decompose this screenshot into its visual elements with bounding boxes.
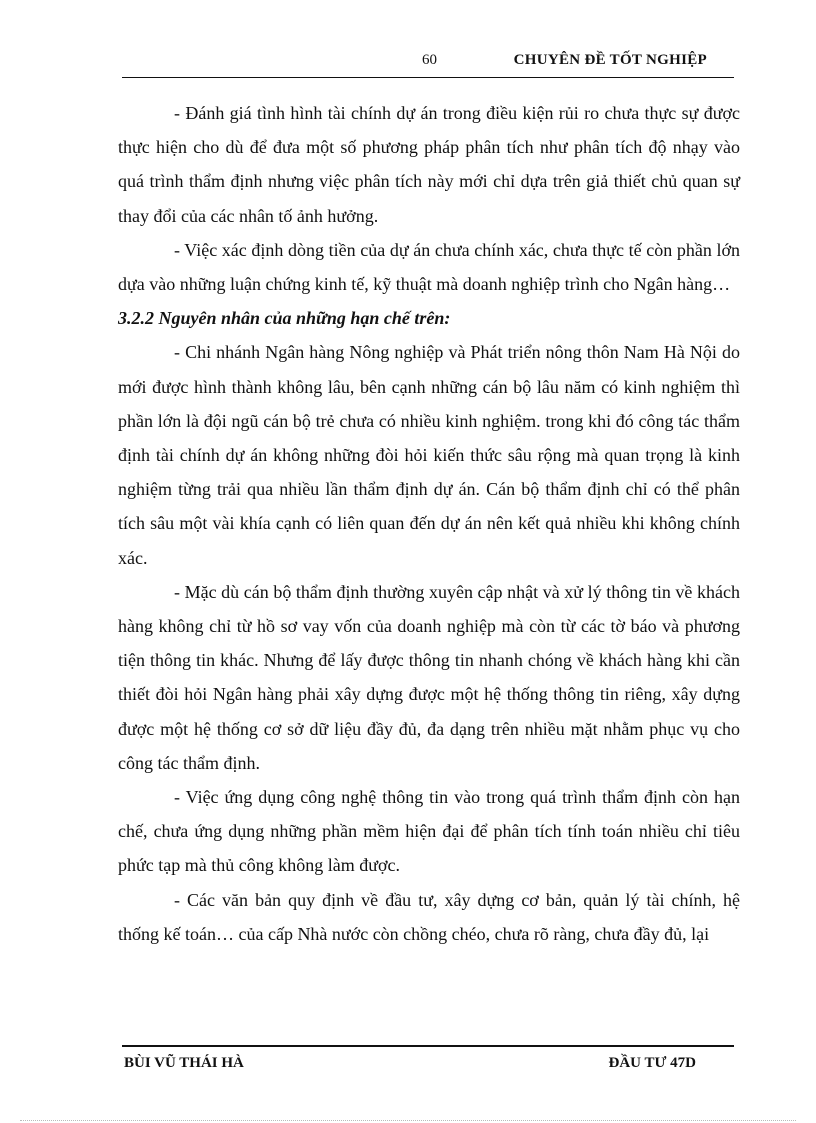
paragraph-regulations: - Các văn bản quy định về đầu tư, xây dựng cơ bản, quản lý tài chính, hệ thống kế toán… của cấp Nhà nước còn chồng chéo, chưa rõ ràng, chưa đầy đủ, lại: [118, 889, 740, 944]
page-number: 60: [422, 52, 437, 68]
page-header: [122, 50, 734, 76]
footer-author: BÙI VŨ THÁI HÀ: [124, 1055, 244, 1071]
page-body: [118, 96, 740, 951]
footer-divider: [122, 1045, 734, 1047]
paragraph-information-system: - Mặc dù cán bộ thẩm định thường xuyên cập nhật và xử lý thông tin về khách hàng không chỉ từ hồ sơ vay vốn của doanh nghiệp mà còn từ các tờ báo và phương tiện thông tin khác. Nhưng để lấy được thông tin nhanh chóng về khách hàng khi cần thiết đòi hỏi Ngân hàng phải xây dựng được một hệ thống thông tin riêng, xây dựng được một hệ thống cơ sở dữ liệu đầy đủ, đa dạng trên nhiều mặt nhằm phục vụ cho công tác thẩm định.: [118, 581, 740, 773]
paragraph-risk-assessment: - Đánh giá tình hình tài chính dự án trong điều kiện rủi ro chưa thực sự được thực hiện cho dù để đưa một số phương pháp phân tích như phân tích độ nhạy vào quá trình thẩm định nhưng việc phân tích này mới chỉ dựa trên giả thiết chủ quan sự thay đổi của các nhân tố ảnh hưởng.: [118, 103, 740, 226]
page-bottom-border: [20, 1120, 796, 1121]
paragraph-cash-flow: - Việc xác định dòng tiền của dự án chưa chính xác, chưa thực tế còn phần lớn dựa vào những luận chứng kinh tế, kỹ thuật mà doanh nghiệp trình cho Ngân hàng…: [118, 239, 740, 295]
footer-class: ĐẦU TƯ 47D: [608, 1055, 696, 1071]
paragraph-it-application: - Việc ứng dụng công nghệ thông tin vào trong quá trình thẩm định còn hạn chế, chưa ứng dụng những phần mềm hiện đại để phân tích tính toán nhiều chỉ tiêu phức tạp mà thủ công không làm được.: [118, 787, 740, 876]
section-heading: 3.2.2 Nguyên nhân của những hạn chế trên:: [118, 308, 451, 329]
paragraph-staff-experience: - Chi nhánh Ngân hàng Nông nghiệp và Phát triển nông thôn Nam Hà Nội do mới được hình thành không lâu, bên cạnh những cán bộ lâu năm có kinh nghiệm thì phần lớn là đội ngũ cán bộ trẻ chưa có nhiều kinh nghiệm. trong khi đó công tác thẩm định tài chính dự án không những đòi hỏi kiến thức sâu rộng mà quan trọng là kinh nghiệm từng trải qua nhiều lần thẩm định dự án. Cán bộ thẩm định chỉ có thể phân tích sâu một vài khía cạnh có liên quan đến dự án nên kết quả nhiều khi không chính xác.: [118, 342, 740, 568]
document-title: CHUYÊN ĐỀ TỐT NGHIỆP: [513, 52, 707, 68]
header-divider: [122, 77, 734, 78]
